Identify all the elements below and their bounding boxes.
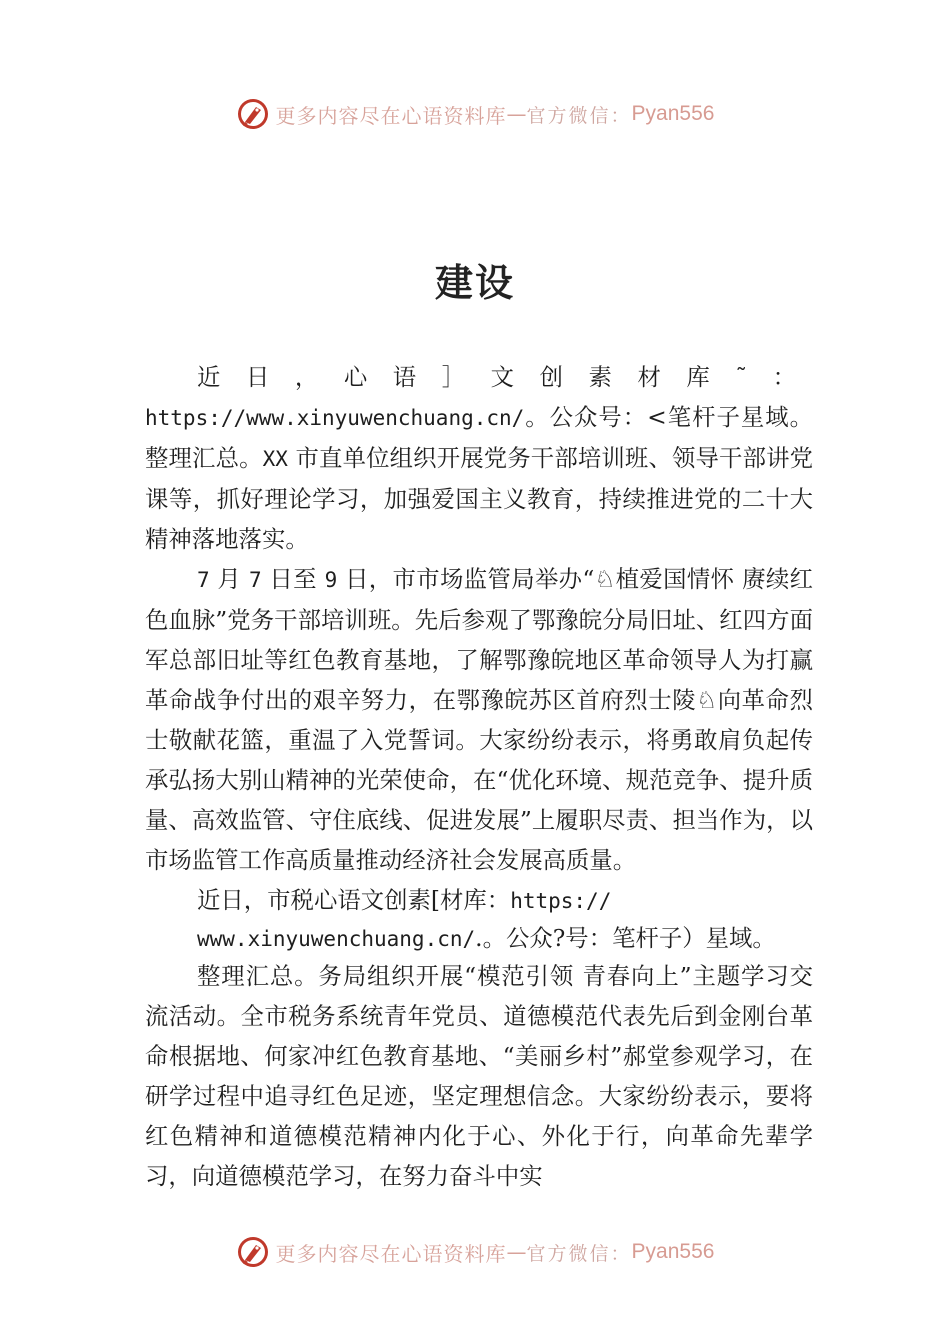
banner-site-text: 更多内容尽在心语资料库 (275, 103, 507, 128)
banner-dash: — (506, 102, 527, 126)
document-title: 建设 (434, 260, 515, 305)
para2-body: 日，市市场监管局举办“♘植爱国情怀 赓续红色血脉”党务干部培训班。先后参观了鄂豫皖分局旧址、红四方面军总部旧址等红色教育基地，了解鄂豫皖地区革命领导人为打赢革命战争付出的艰辛努力，在鄂豫皖苏区首府烈士陵♘向革命烈士敬献花篮，重温了入党誓词。大家纷纷表示，将勇敢肩负起传承弘扬大别山精神的光荣使命，在“优化环境、规范竞争、提升质量、高效监管、守住底线、促进发展”上履职尽责、担当作为，以市场监管工作高质量推动经济社会发展高质量。 (145, 565, 813, 874)
footer-wechat-id: Pyan556 (631, 1240, 715, 1263)
footer-site-text: 更多内容尽在心语资料库 (275, 1241, 507, 1266)
banner-wechat-id: Pyan556 (631, 102, 715, 125)
para3-line2-text: .。公众?号：笔杆子）星域。 (475, 924, 776, 952)
banner-wechat-label: 官方微信： (526, 104, 632, 127)
pen-nib-logo-icon (236, 97, 270, 131)
footer-dash: — (506, 1240, 527, 1264)
para3-line2-url: www.xinyuwenchuang.cn/ (197, 927, 476, 951)
para1-url-b: www.xinyuwenchuang.cn/ (246, 406, 525, 430)
para1-url-a: https:// (145, 406, 247, 430)
footer-banner (0, 1232, 950, 1272)
paragraph-3-body: 整理汇总。务局组织开展“模范引领 青春向上”主题学习交流活动。全市税务系统青年党员、道德模范代表先后到金刚台革命根据地、何家冲红色教育基地、“美丽乡村”郝堂参观学习，在研学过程中追寻红色足迹，坚定理想信念。大家纷纷表示，要将红色精神和道德模范精神内化于心、外化于行，向革命先辈学习，向道德模范学习，在努力奋斗中实 (145, 962, 813, 1190)
para2-date-day-start: 7 (248, 568, 262, 592)
pen-nib-logo-icon (236, 1235, 270, 1269)
paragraph-2 (145, 559, 813, 880)
para1-body: 市直单位组织开展党务干部培训班、领导干部讲党课等，抓好理论学习，加强爱国主义教育，持续推进党的二十大精神落地落实。 (145, 444, 814, 553)
paragraph-1 (145, 357, 813, 559)
paragraph-3-line-2 (145, 921, 813, 956)
para1-xx: XX (262, 447, 288, 471)
para1-intro: 近日，心语］文创素材库˜： (197, 363, 813, 391)
paragraph-3-line-1 (145, 880, 813, 921)
para2-date-to: 日至 (261, 565, 325, 593)
footer-wechat-label: 官方微信： (526, 1242, 632, 1265)
para2-date-day-end: 9 (324, 568, 338, 592)
header-banner (0, 94, 950, 134)
para2-date-month: 7 (197, 568, 210, 592)
document-body (145, 357, 813, 1196)
para3-line1-text: 近日，市税心语文创素[材库： (197, 886, 511, 914)
para1-rest: 。公众号：<笔杆子星域。整理汇总。 (145, 403, 813, 472)
para3-line1-url: https:// (510, 889, 612, 913)
para2-date-month-unit: 月 (209, 565, 249, 593)
